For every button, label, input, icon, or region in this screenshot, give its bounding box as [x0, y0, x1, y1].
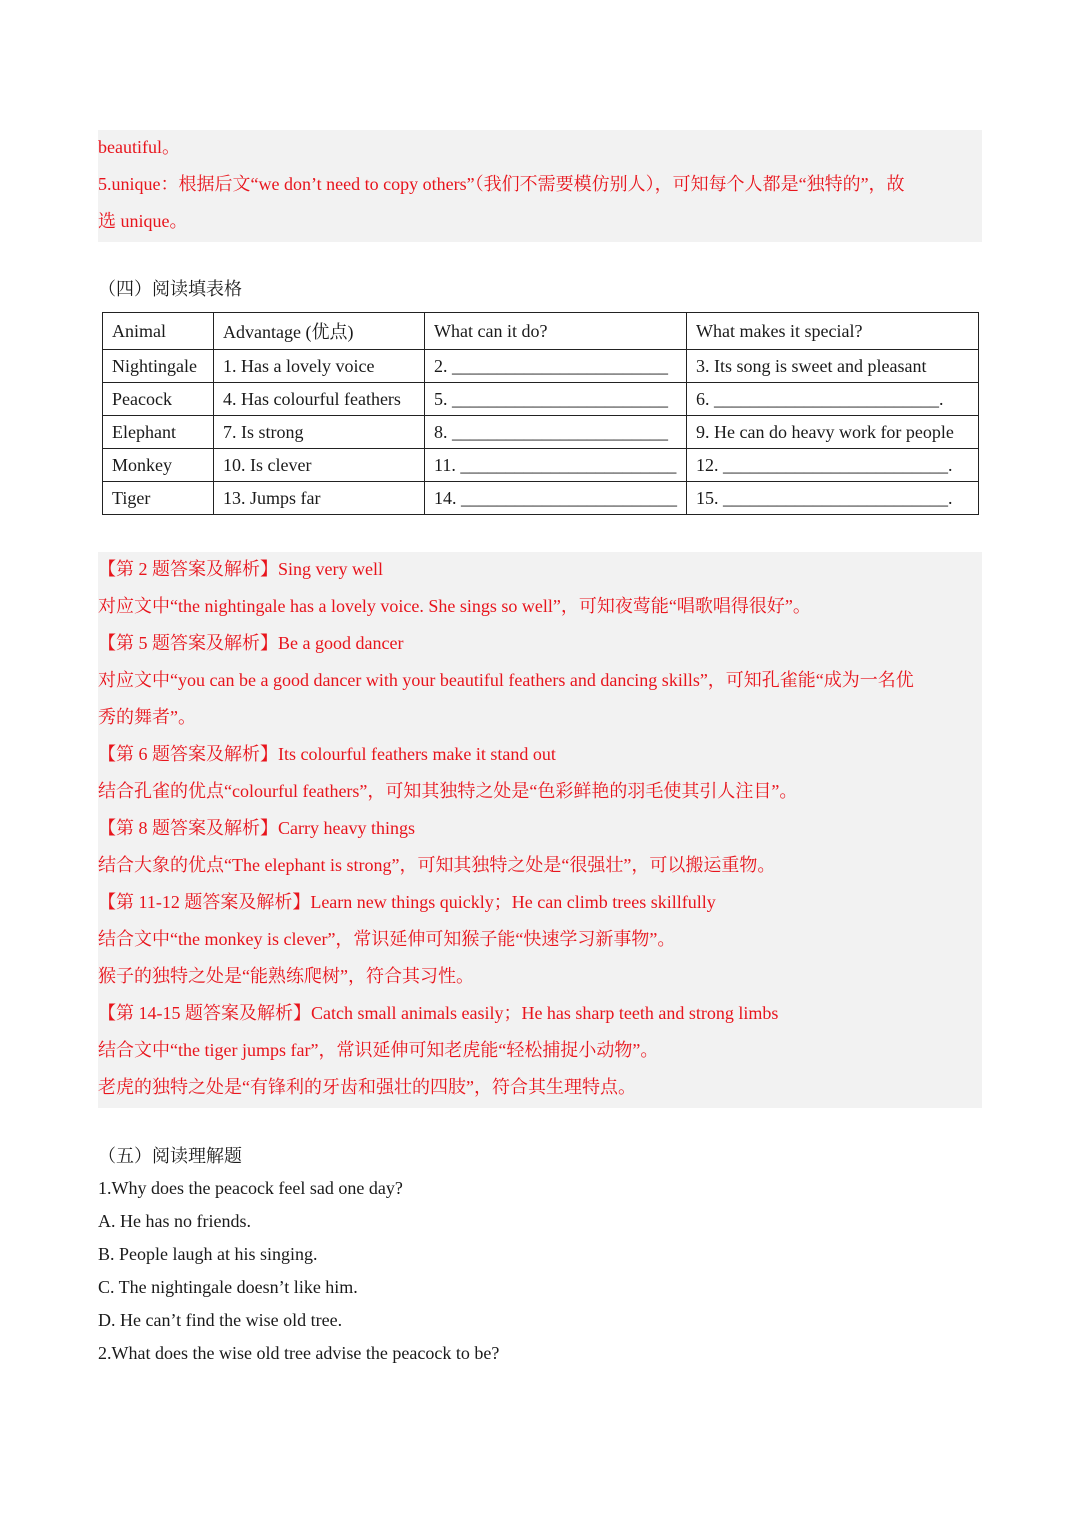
fill-table: [102, 312, 979, 515]
table-cell: 1. Has a lovely voice: [214, 350, 425, 383]
table-cell: 10. Is clever: [214, 449, 425, 482]
table-row: [103, 482, 979, 515]
table-cell: Tiger: [103, 482, 214, 515]
analysis-line: 结合文中“the monkey is clever”，常识延伸可知猴子能“快速学习新事物”。: [98, 929, 676, 949]
table-cell: 7. Is strong: [214, 416, 425, 449]
table-cell: Elephant: [103, 416, 214, 449]
table-cell: 9. He can do heavy work for people: [687, 416, 979, 449]
answer-box-section3: [98, 130, 982, 242]
table-header-cell: Advantage (优点): [214, 313, 425, 350]
table-cell: 3. Its song is sweet and pleasant: [687, 350, 979, 383]
option-line: D. He can’t find the wise old tree.: [98, 1310, 343, 1330]
table-row: [103, 416, 979, 449]
table-cell: 12. _________________________.: [687, 449, 979, 482]
analysis-line: 老虎的独特之处是“有锋利的牙齿和强壮的四肢”，符合其生理特点。: [98, 1077, 636, 1097]
answer-line: beautiful。: [98, 137, 180, 157]
table-cell: 4. Has colourful feathers: [214, 383, 425, 416]
analysis-line: 对应文中“you can be a good dancer with your beautiful feathers and dancing skills”，可知孔雀能“成为一名优: [98, 670, 914, 690]
table-cell: 2. ________________________: [425, 350, 687, 383]
section-heading-5: （五）阅读理解题: [98, 1146, 242, 1166]
option-line: B. People laugh at his singing.: [98, 1244, 318, 1264]
analysis-line: 【第 6 题答案及解析】Its colourful feathers make it stand out: [98, 744, 556, 764]
option-line: A. He has no friends.: [98, 1211, 251, 1231]
table-row: [103, 350, 979, 383]
table-cell: 5. ________________________: [425, 383, 687, 416]
table-cell: Nightingale: [103, 350, 214, 383]
analysis-line: 结合孔雀的优点“colourful feathers”，可知其独特之处是“色彩鲜艳的羽毛使其引人注目”。: [98, 781, 798, 801]
question-line: 1.Why does the peacock feel sad one day?: [98, 1178, 403, 1198]
analysis-line: 秀的舞者”。: [98, 707, 196, 727]
table-header-cell: Animal: [103, 313, 214, 350]
analysis-line: 【第 11-12 题答案及解析】Learn new things quickly；He can climb trees skillfully: [98, 892, 716, 912]
question-line: 2.What does the wise old tree advise the peacock to be?: [98, 1343, 500, 1363]
table-row: [103, 449, 979, 482]
answer-line: 选 unique。: [98, 211, 188, 231]
table-header-row: [103, 313, 979, 350]
analysis-line: 【第 5 题答案及解析】Be a good dancer: [98, 633, 404, 653]
analysis-line: 【第 8 题答案及解析】Carry heavy things: [98, 818, 415, 838]
analysis-line: 【第 14-15 题答案及解析】Catch small animals easily；He has sharp teeth and strong limbs: [98, 1003, 779, 1023]
table-cell: 15. _________________________.: [687, 482, 979, 515]
table-cell: 6. _________________________.: [687, 383, 979, 416]
analysis-line: 猴子的独特之处是“能熟练爬树”，符合其习性。: [98, 966, 474, 986]
analysis-line: 对应文中“the nightingale has a lovely voice. She sings so well”，可知夜莺能“唱歌唱得很好”。: [98, 596, 811, 616]
table-cell: Peacock: [103, 383, 214, 416]
analysis-line: 【第 2 题答案及解析】Sing very well: [98, 559, 383, 579]
analysis-line: 结合文中“the tiger jumps far”，常识延伸可知老虎能“轻松捕捉小动物”。: [98, 1040, 659, 1060]
table-header-cell: What makes it special?: [687, 313, 979, 350]
table-cell: Monkey: [103, 449, 214, 482]
answer-line: 5.unique：根据后文“we don’t need to copy others”（我们不需要模仿别人），可知每个人都是“独特的”，故: [98, 174, 905, 194]
answer-box-section4: [98, 552, 982, 1108]
option-line: C. The nightingale doesn’t like him.: [98, 1277, 358, 1297]
table-cell: 8. ________________________: [425, 416, 687, 449]
table-cell: 13. Jumps far: [214, 482, 425, 515]
table-row: [103, 383, 979, 416]
section-heading-4: （四）阅读填表格: [98, 279, 242, 299]
table-header-cell: What can it do?: [425, 313, 687, 350]
table-cell: 14. ________________________: [425, 482, 687, 515]
table-cell: 11. ________________________: [425, 449, 687, 482]
analysis-line: 结合大象的优点“The elephant is strong”，可知其独特之处是“很强壮”，可以搬运重物。: [98, 855, 776, 875]
